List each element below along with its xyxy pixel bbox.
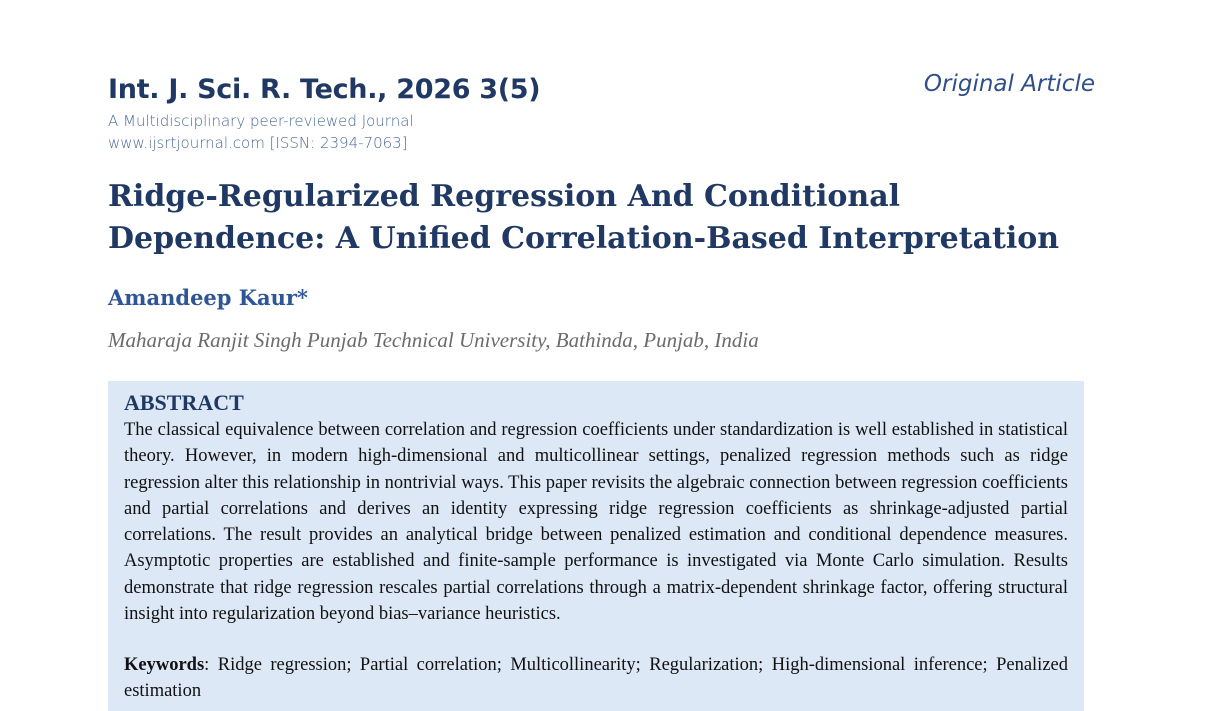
journal-subtitle: A Multidisciplinary peer-reviewed Journal xyxy=(108,112,414,130)
keywords xyxy=(124,652,1068,704)
author-name: Amandeep Kaur* xyxy=(108,285,308,310)
abstract-box xyxy=(108,381,1084,711)
journal-name: Int. J. Sci. R. Tech., 2026 3(5) xyxy=(108,74,541,105)
article-type: Original Article xyxy=(923,71,1095,97)
keywords-label: Keywords xyxy=(124,655,205,675)
keywords-list: : Ridge regression; Partial correlation; Multicollinearity; Regularization; High-dimensional inference; Penalized estimation xyxy=(124,655,1068,701)
author-affiliation: Maharaja Ranjit Singh Punjab Technical University, Bathinda, Punjab, India xyxy=(108,328,759,352)
abstract-heading: ABSTRACT xyxy=(124,390,244,415)
journal-website: www.ijsrtjournal.com [ISSN: 2394-7063] xyxy=(108,134,408,152)
abstract-text: The classical equivalence between correlation and regression coefficients under standardization is well established in statistical theory. However, in modern high-dimensional and multicollinear settings, penalized regression methods such as ridge regression alter this relationship in nontrivial ways. This paper revisits the algebraic connection between regression coefficients and partial correlations and derives an identity expressing ridge regression coefficients as shrinkage-adjusted partial correlations. The result provides an analytical bridge between penalized estimation and conditional dependence measures. Asymptotic properties are established and finite-sample performance is investigated via Monte Carlo simulation. Results demonstrate that ridge regression rescales partial correlations through a matrix-dependent shrinkage factor, offering structural insight into regularization beyond bias–variance heuristics. xyxy=(124,420,1068,625)
paper-title: Ridge-Regularized Regression And Conditional Dependence: A Unified Correlation-Based Interpretation xyxy=(108,179,1060,256)
